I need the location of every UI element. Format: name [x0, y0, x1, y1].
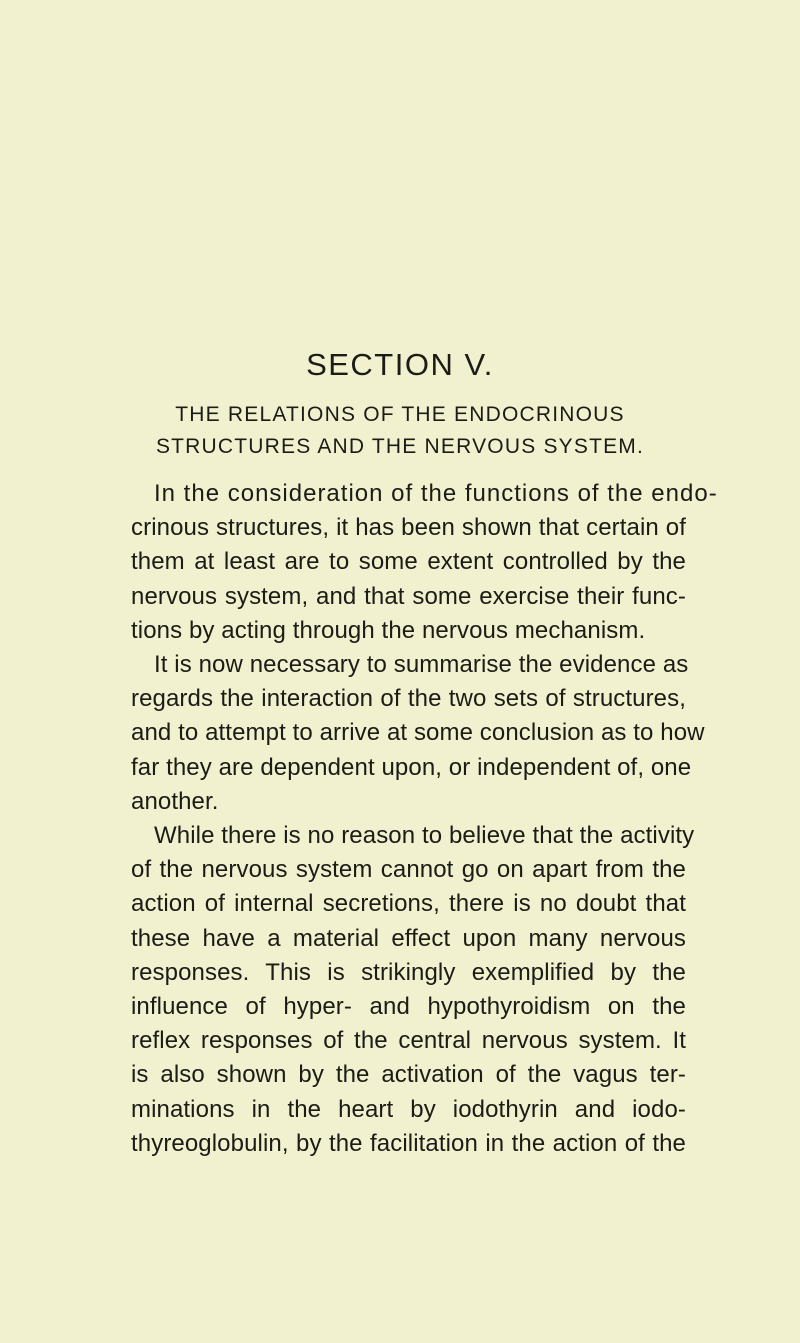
text-line: influence of hyper- and hypothyroidism on the — [131, 993, 686, 1021]
text-line: them at least are to some extent controlled by the — [131, 548, 686, 576]
text-line: of the nervous system cannot go on apart from the — [131, 856, 686, 884]
subtitle-line: STRUCTURES AND THE NERVOUS SYSTEM. — [155, 435, 645, 458]
body-text — [131, 477, 718, 1161]
text-line: is also shown by the activation of the vagus ter- — [131, 1061, 686, 1089]
text-line: While there is no reason to believe that the activity — [154, 822, 695, 850]
text-line: tions by acting through the nervous mechanism. — [131, 616, 646, 644]
text-line: far they are dependent upon, or independent of, one — [131, 753, 692, 781]
text-line: another. — [131, 787, 219, 815]
text-line: It is now necessary to summarise the evidence as — [154, 651, 689, 679]
text-line: crinous structures, it has been shown that certain of — [131, 514, 686, 542]
text-line: reflex responses of the central nervous system. It — [131, 1027, 686, 1055]
text-line: In the consideration of the functions of the endo- — [154, 480, 718, 507]
section-heading: SECTION V. — [306, 347, 494, 382]
text-line: nervous system, and that some exercise their func- — [131, 582, 686, 610]
text-line: thyreoglobulin, by the facilitation in the action of the — [131, 1129, 686, 1157]
text-line: and to attempt to arrive at some conclusion as to how — [131, 719, 705, 747]
section-subtitle — [0, 399, 800, 463]
text-line: these have a material effect upon many nervous — [131, 924, 686, 952]
text-line: responses. This is strikingly exemplified by the — [131, 958, 686, 986]
text-line: minations in the heart by iodothyrin and iodo- — [131, 1095, 686, 1123]
text-line: action of internal secretions, there is no doubt that — [131, 890, 686, 918]
subtitle-line: THE RELATIONS OF THE ENDOCRINOUS — [175, 403, 625, 426]
text-line: regards the interaction of the two sets of structures, — [131, 685, 686, 713]
